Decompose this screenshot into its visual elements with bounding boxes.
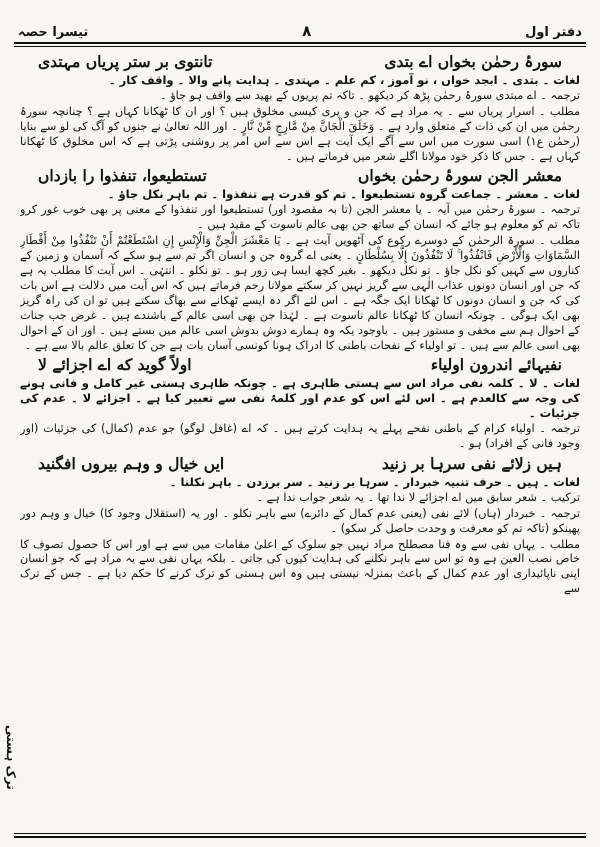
header-rule: [14, 42, 586, 47]
block3-tarjuma: ترجمہ ۔ اولیاء کرام کے باطنی نفحے پہلے یہ ہدایت کرتے ہیں ۔ کہ اے (غافل لوگو) جو عدم (کمال) کی جزئیات (اور وجود فانی کے افراد) ہو ۔: [20, 422, 580, 451]
footer-rule: [14, 833, 586, 838]
verse-1-second-hemistich: تانتوی بر ستر پریاں مہتدی: [38, 52, 213, 71]
verse-1-first-hemistich: سورۂ رحمٰن بخواں اے بتدی: [384, 52, 562, 71]
page-header: [14, 10, 586, 40]
block4-tarjuma: ترجمہ ۔ خبردار (ہاں) لائے نفی (یعنی عدم کمال کے دائرے) سے باہر نکلو ۔ اور یہ (استقلال وجود کا) خیال و وہم دور پھینکو (تاکہ تم کو معرفت و وحدت حاصل کر سکو) ۔: [20, 506, 580, 535]
verse-2-first-hemistich: معشر الجن سورۂ رحمٰن بخواں: [358, 166, 562, 186]
page-number: ۸: [302, 22, 312, 40]
verse-2: [20, 165, 580, 186]
page-body: [20, 50, 580, 830]
verse-1: [20, 51, 580, 72]
header-book-label: دفتر اول: [525, 25, 582, 40]
block4-lughat: لغات ۔ ہیں ۔ حرف تنبیہ خبردار ۔ سرہا بر زنید ۔ سر برزدن ۔ باہر نکلنا ۔: [169, 474, 580, 489]
block1-matlab: مطلب ۔ اسرار پریاں سے ۔ یہ مراد ہے کہ جن و پری کیسی مخلوق ہیں ؟ اور ان کا ٹھکانا کہاں ہے ؟ چنانچہ سورۂ رحمٰن میں ان کی ذات کے متعلق وارد ہے ۔ وَخَلَقَ الْجَانَّ مِنْ مَّارِجٍ مِّنْ نَّارٍ ۔ اور اللہ تعالیٰ نے جنوں کو آگ کی لو سے بنایا (رحمٰن ع۱) اسی سورت میں اس سے آگے ایک آیت ہے اس سے اس امر پر روشنی پڑتی ہے کہ اس مخلوق کا ٹھکانا کہاں ہے ۔ جس کا ذکر خود مولانا اگلے شعر میں فرماتے ہیں ۔: [20, 104, 580, 163]
verse-3: [20, 354, 580, 375]
block2-lughat: لغات ۔ معشر ۔ جماعت گروہ تستطیعوا ۔ تم کو قدرت ہے تنفذوا ۔ تم باہر نکل جاؤ ۔: [107, 187, 580, 202]
verse-3-first-hemistich: نفیہائے اندرون اولیاء: [430, 355, 562, 375]
verse-4: [20, 453, 580, 474]
block1-tarjuma: ترجمہ ۔ اے مبتدی سورۂ رحمٰن پڑھ کر دیکھو ۔ تاکہ تم پریوں کے بھید سے واقف ہو جاؤ ۔: [160, 88, 580, 102]
block2-tarjuma: ترجمہ ۔ سورۂ رحمٰن میں آیہ ۔ یا معشر الجن (تا بہ مقصود اور) تستطیعوا اور تنفذوا کے معنی پر بھی خوب غور کرو تاکہ تم کو معلوم ہو جائے کہ انسان کے ساتھ جن بھی عالم ناسوت کے مقید ہیں ۔: [20, 203, 580, 232]
block4-tarkeeb: ترکیب ۔ شعر سابق میں اے اجزائے لا ندا تھا ۔ یہ شعر جواب ندا ہے ۔: [256, 490, 580, 504]
header-part-label: تیسرا حصہ: [18, 25, 89, 40]
block1-lughat: لغات ۔ بتدی ۔ ابجد خواں ، نو آموز ، کم علم ۔ مہتدی ۔ ہدایت پانے والا ۔ واقف کار ۔: [108, 73, 580, 87]
block3-lughat: لغات ۔ لا ۔ کلمہ نفی مراد اس سے ہستی ظاہری ہے ۔ چونکہ ظاہری ہستی غیر کامل و فانی ہونے کی وجہ سے کالعدم ہے ۔ اس لئے اس کو عدم اور کلمۂ نفی سے تعبیر کیا ہے ۔ اجزائے لا ۔ عدم کی جزئیات ۔: [20, 376, 580, 421]
block4-matlab: مطلب ۔ یہاں نفی سے وہ فنا مصطلح مراد نہیں جو سلوک کے اعلیٰ مقامات میں سے ہے اور اس کا حصول تصوف کا خاص نصب العین ہے وہ تو اس سے باہر نکلنے کی ہدایت کیوں کی جاتی ۔ بلکہ یہاں نفی سے یہ مراد ہے کہ جو انسان اپنی ناپائیداری اور عدم کمال کے باعث بمنزلہ نیستی ہیں وہ اس ہستی کو ترک کرنے کا حکم دیا ہے ۔ جس کے ترک سے: [20, 537, 580, 596]
verse-4-first-hemistich: ہیں زلائے نفی سرہا بر زنید: [381, 453, 562, 473]
verse-4-second-hemistich: ایں خیال و وہم بیروں افگنید: [38, 453, 225, 473]
margin-note: ترک ہستی: [4, 725, 18, 790]
block2-matlab: مطلب ۔ سورۃ الرحمٰن کے دوسرے رکوع کی آٹھویں آیت ہے ۔ یَا مَعْشَرَ الْجِنِّ وَالْإِنْسِ إِنِ اسْتَطَعْتُمْ أَنْ تَنْفُذُوا مِنْ أَقْطَارِ السَّمَاوَاتِ وَالْأَرْضِ فَانْفُذُوا ۚ لَا تَنْفُذُونَ إِلَّا بِسُلْطَانٍ ۔ یعنی اے گروہ جن و انسان اگر تم سے ہو سکے کہ آسمان و زمین کے کناروں سے کہیں کو نکل جاؤ ۔ تو نکل دیکھو ۔ بغیر کچھ ایسا ہی زور ہو ۔ تو نکلو ۔ انتہٰی ۔ اس آیت کا مطلب یہ ہے کہ جن اور انسان دونوں عذاب الٰہی سے گریز نہیں کر سکتے مولانا رحم فرماتے ہیں کہ اس آیت میں دلالت ہے اس بات کی کہ جن و انسان دونوں کا ٹھکانا ایک جگہ ہے ۔ اس لئے اگر دہ ایسے ٹھکانے سے بھاگ سکتے ہیں تو ان کی راہ گریز بھی ایک ہوگی ۔ چونکہ انسان کا ٹھکانا عالم ناسوت ہے ۔ لہٰذا جن بھی اسی عالم کے باشندے ہیں ۔ غرض جب جنات کے احوال ہم سے مخفی و مستور ہیں ۔ باوجود یکہ وہ ہمارے دوش بدوش اسی عالم میں بستے ہیں ۔ اور ان کے احوال بھی اسی عالم سے ہیں ۔ تو اولیاء کے نفحات باطنی کا ادراک ہونا کونسی آسان بات ہے جن کا تعلق عالم بالا سے ہے ۔: [20, 234, 580, 352]
verse-3-second-hemistich: اولاً گوید که اے اجزائے لا: [38, 355, 192, 375]
page-frame: [4, 10, 586, 838]
verse-2-second-hemistich: تستطیعوا، تنفذوا را بازداں: [38, 166, 207, 186]
